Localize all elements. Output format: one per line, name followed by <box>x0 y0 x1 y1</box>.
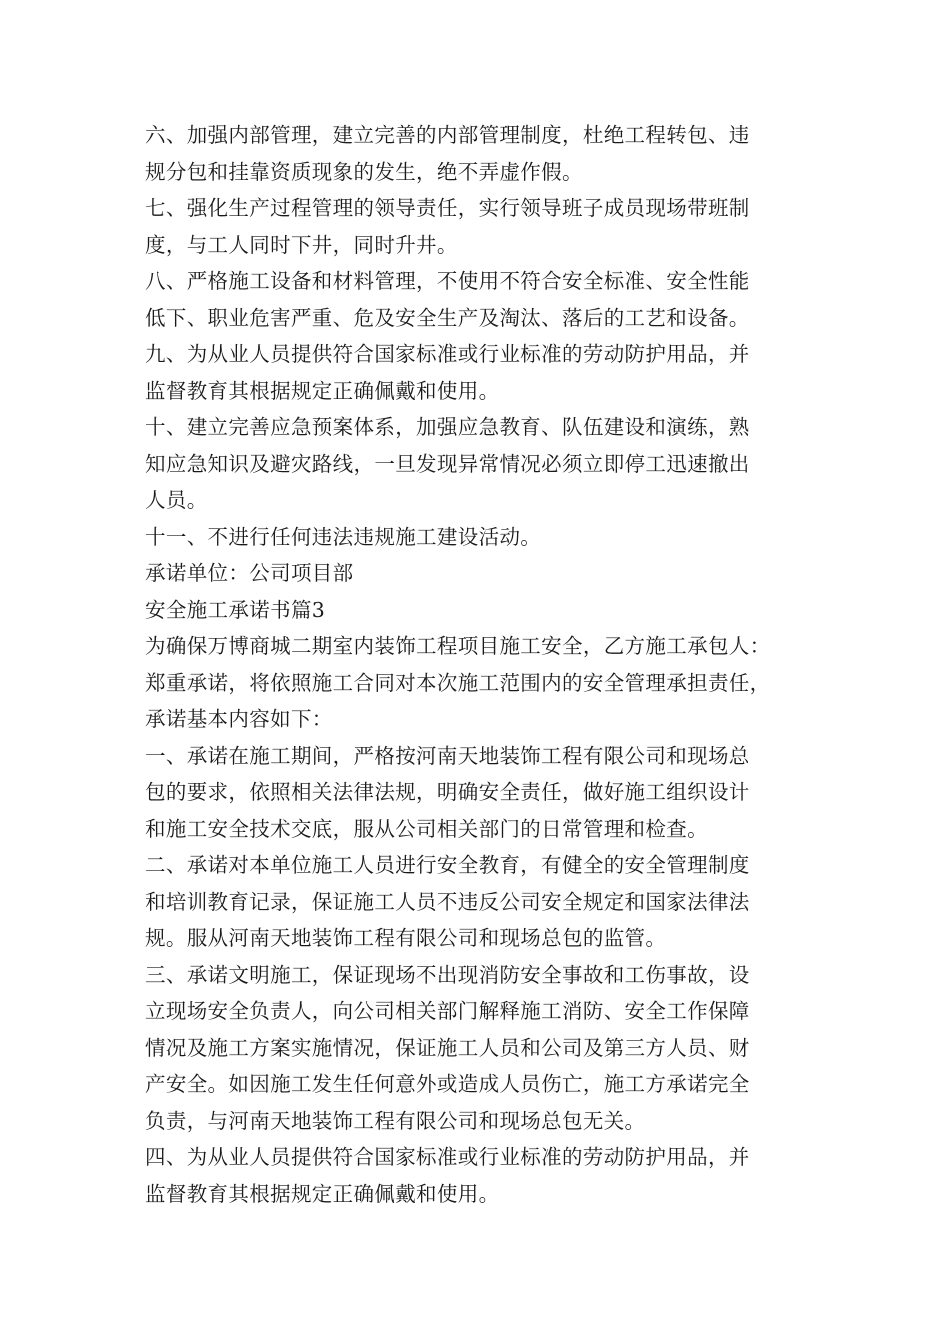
text-line: 负责，与河南天地装饰工程有限公司和现场总包无关。 <box>145 1108 646 1133</box>
text-line: 郑重承诺，将依照施工合同对本次施工范围内的安全管理承担责任， <box>145 670 771 695</box>
text-line: 九、为从业人员提供符合国家标准或行业标准的劳动防护用品，并 <box>145 342 750 366</box>
document-body <box>145 117 810 1212</box>
text-line: 立现场安全负责人，向公司相关部门解释施工消防、安全工作保障 <box>145 999 750 1023</box>
text-line: 一、承诺在施工期间，严格按河南天地装饰工程有限公司和现场总 <box>145 743 750 768</box>
text-line: 情况及施工方案实施情况，保证施工人员和公司及第三方人员、财 <box>145 1035 750 1060</box>
text-line: 承诺基本内容如下： <box>145 707 333 731</box>
text-line: 和培训教育记录，保证施工人员不违反公司安全规定和国家法律法 <box>145 889 750 914</box>
text-line: 十一、不进行任何违法违规施工建设活动。 <box>145 524 542 549</box>
text-line: 度，与工人同时下井，同时升井。 <box>145 232 458 257</box>
text-line: 三、承诺文明施工，保证现场不出现消防安全事故和工伤事故，设 <box>145 962 750 987</box>
text-line: 监督教育其根据规定正确佩戴和使用。 <box>145 1181 500 1206</box>
text-line: 为确保万博商城二期室内装饰工程项目施工安全，乙方施工承包人： <box>145 634 771 658</box>
text-line: 七、强化生产过程管理的领导责任，实行领导班子成员现场带班制 <box>145 196 750 220</box>
section-title: 安全施工承诺书篇3 <box>145 597 326 622</box>
signature-line: 承诺单位：公司项目部 <box>145 561 354 585</box>
text-line: 四、为从业人员提供符合国家标准或行业标准的劳动防护用品，并 <box>145 1145 750 1169</box>
text-line: 八、严格施工设备和材料管理，不使用不符合安全标准、安全性能 <box>145 269 750 293</box>
text-line: 六、加强内部管理，建立完善的内部管理制度，杜绝工程转包、违 <box>145 123 750 147</box>
text-line: 十、建立完善应急预案体系，加强应急教育、队伍建设和演练，熟 <box>145 415 750 439</box>
text-line: 人员。 <box>145 488 208 512</box>
text-line: 规分包和挂靠资质现象的发生，绝不弄虚作假。 <box>145 159 583 184</box>
text-line: 规。服从河南天地装饰工程有限公司和现场总包的监管。 <box>145 926 667 950</box>
text-line: 知应急知识及避灾路线，一旦发现异常情况必须立即停工迅速撤出 <box>145 451 750 476</box>
text-line: 二、承诺对本单位施工人员进行安全教育，有健全的安全管理制度 <box>145 853 750 877</box>
text-line: 产安全。如因施工发生任何意外或造成人员伤亡，施工方承诺完全 <box>145 1072 750 1096</box>
text-line: 和施工安全技术交底，服从公司相关部门的日常管理和检查。 <box>145 816 708 841</box>
text-line: 低下、职业危害严重、危及安全生产及淘汰、落后的工艺和设备。 <box>145 305 750 330</box>
text-line: 包的要求，依照相关法律法规，明确安全责任，做好施工组织设计 <box>145 780 750 804</box>
text-line: 监督教育其根据规定正确佩戴和使用。 <box>145 378 500 403</box>
